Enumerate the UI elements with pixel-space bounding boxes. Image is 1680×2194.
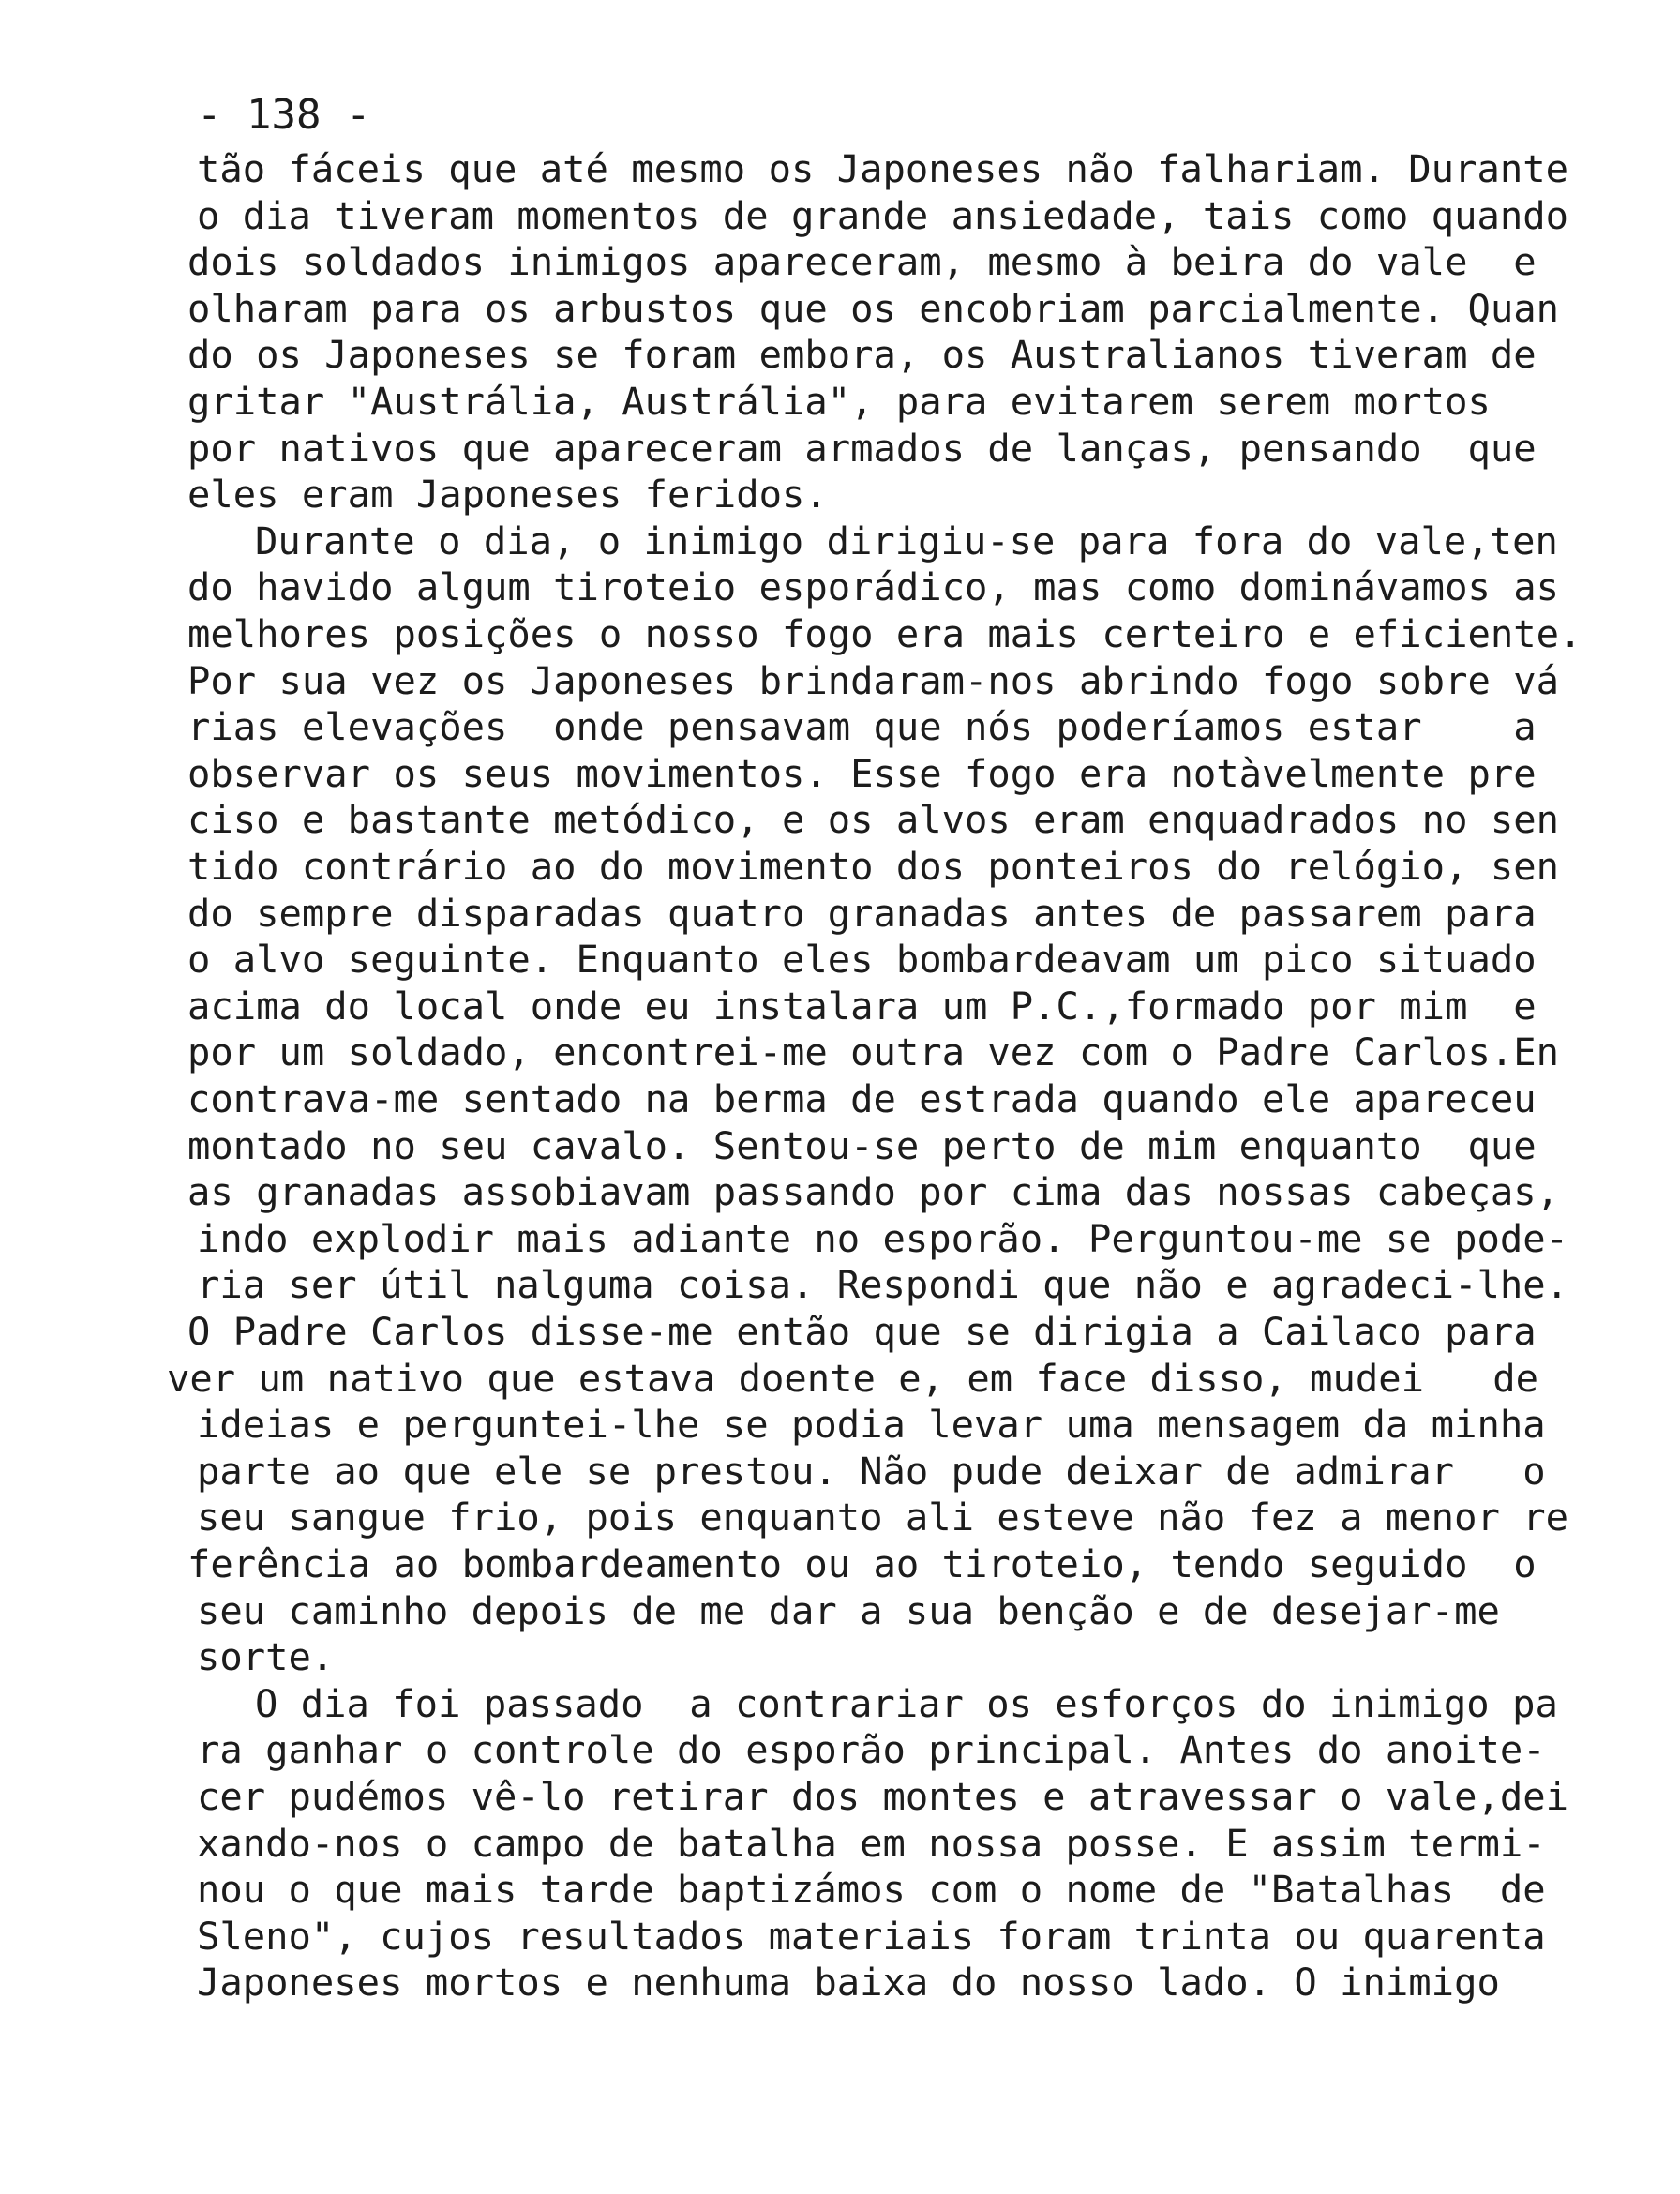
text-line: eles eram Japoneses feridos.	[188, 472, 828, 517]
text-line: Sleno", cujos resultados materiais foram trinta ou quarenta	[197, 1914, 1546, 1959]
text-line: acima do local onde eu instalara um P.C.,formado por mim e	[188, 984, 1537, 1029]
page-number: - 138 -	[197, 91, 371, 139]
text-line: do sempre disparadas quatro granadas antes de passarem para	[188, 891, 1537, 936]
text-line: O Padre Carlos disse-me então que se dirigia a Cailaco para	[188, 1309, 1537, 1354]
text-line: ferência ao bombardeamento ou ao tiroteio, tendo seguido o	[188, 1541, 1537, 1586]
text-line: indo explodir mais adiante no esporão. Perguntou-me se pode-	[197, 1216, 1568, 1261]
text-line: tão fáceis que até mesmo os Japoneses não falhariam. Durante	[197, 146, 1568, 191]
text-line: Por sua vez os Japoneses brindaram-nos abrindo fogo sobre vá	[188, 658, 1559, 703]
text-line: por nativos que apareceram armados de lanças, pensando que	[188, 426, 1537, 471]
text-line: Japoneses mortos e nenhuma baixa do nosso lado. O inimigo	[197, 1960, 1500, 2005]
text-line: gritar "Austrália, Austrália", para evitarem serem mortos	[188, 379, 1491, 424]
text-line: contrava-me sentado na berma de estrada quando ele apareceu	[188, 1076, 1537, 1121]
text-line: parte ao que ele se prestou. Não pude deixar de admirar o	[197, 1449, 1546, 1494]
text-line: rias elevações onde pensavam que nós poderíamos estar a	[188, 704, 1537, 749]
text-line: melhores posições o nosso fogo era mais certeiro e eficiente.	[188, 611, 1582, 656]
text-line: ideias e perguntei-lhe se podia levar uma mensagem da minha	[197, 1402, 1546, 1447]
text-line: ria ser útil nalguma coisa. Respondi que não e agradeci-lhe.	[197, 1262, 1568, 1307]
text-line: cer pudémos vê-lo retirar dos montes e atravessar o vale,dei	[197, 1774, 1568, 1819]
text-line: por um soldado, encontrei-me outra vez com o Padre Carlos.En	[188, 1029, 1559, 1074]
text-line: O dia foi passado a contrariar os esforços do inimigo pa	[255, 1681, 1558, 1726]
text-line: ra ganhar o controle do esporão principal. Antes do anoite-	[197, 1727, 1546, 1772]
text-line: olharam para os arbustos que os encobriam parcialmente. Quan	[188, 286, 1559, 331]
text-line: seu caminho depois de me dar a sua benção e de desejar-me	[197, 1588, 1500, 1633]
text-line: xando-nos o campo de batalha em nossa posse. E assim termi-	[197, 1821, 1546, 1866]
text-line: as granadas assobiavam passando por cima das nossas cabeças,	[188, 1169, 1559, 1214]
text-line: seu sangue frio, pois enquanto ali esteve não fez a menor re	[197, 1495, 1568, 1540]
text-line: ciso e bastante metódico, e os alvos eram enquadrados no sen	[188, 797, 1559, 842]
text-line: dois soldados inimigos apareceram, mesmo à beira do vale e	[188, 239, 1537, 284]
text-line: montado no seu cavalo. Sentou-se perto de mim enquanto que	[188, 1123, 1537, 1168]
text-line: sorte.	[197, 1634, 335, 1679]
text-line: do havido algum tiroteio esporádico, mas como dominávamos as	[188, 564, 1559, 609]
text-line: observar os seus movimentos. Esse fogo era notàvelmente pre	[188, 751, 1537, 796]
text-line: Durante o dia, o inimigo dirigiu-se para fora do vale,ten	[255, 518, 1558, 564]
text-line: o dia tiveram momentos de grande ansiedade, tais como quando	[197, 193, 1568, 238]
text-line: tido contrário ao do movimento dos ponteiros do relógio, sen	[188, 844, 1559, 889]
text-line: do os Japoneses se foram embora, os Australianos tiveram de	[188, 332, 1537, 377]
text-line: nou o que mais tarde baptizámos com o nome de "Batalhas de	[197, 1867, 1546, 1912]
text-line: ver um nativo que estava doente e, em face disso, mudei de	[167, 1356, 1538, 1401]
text-line: o alvo seguinte. Enquanto eles bombardeavam um pico situado	[188, 937, 1537, 982]
